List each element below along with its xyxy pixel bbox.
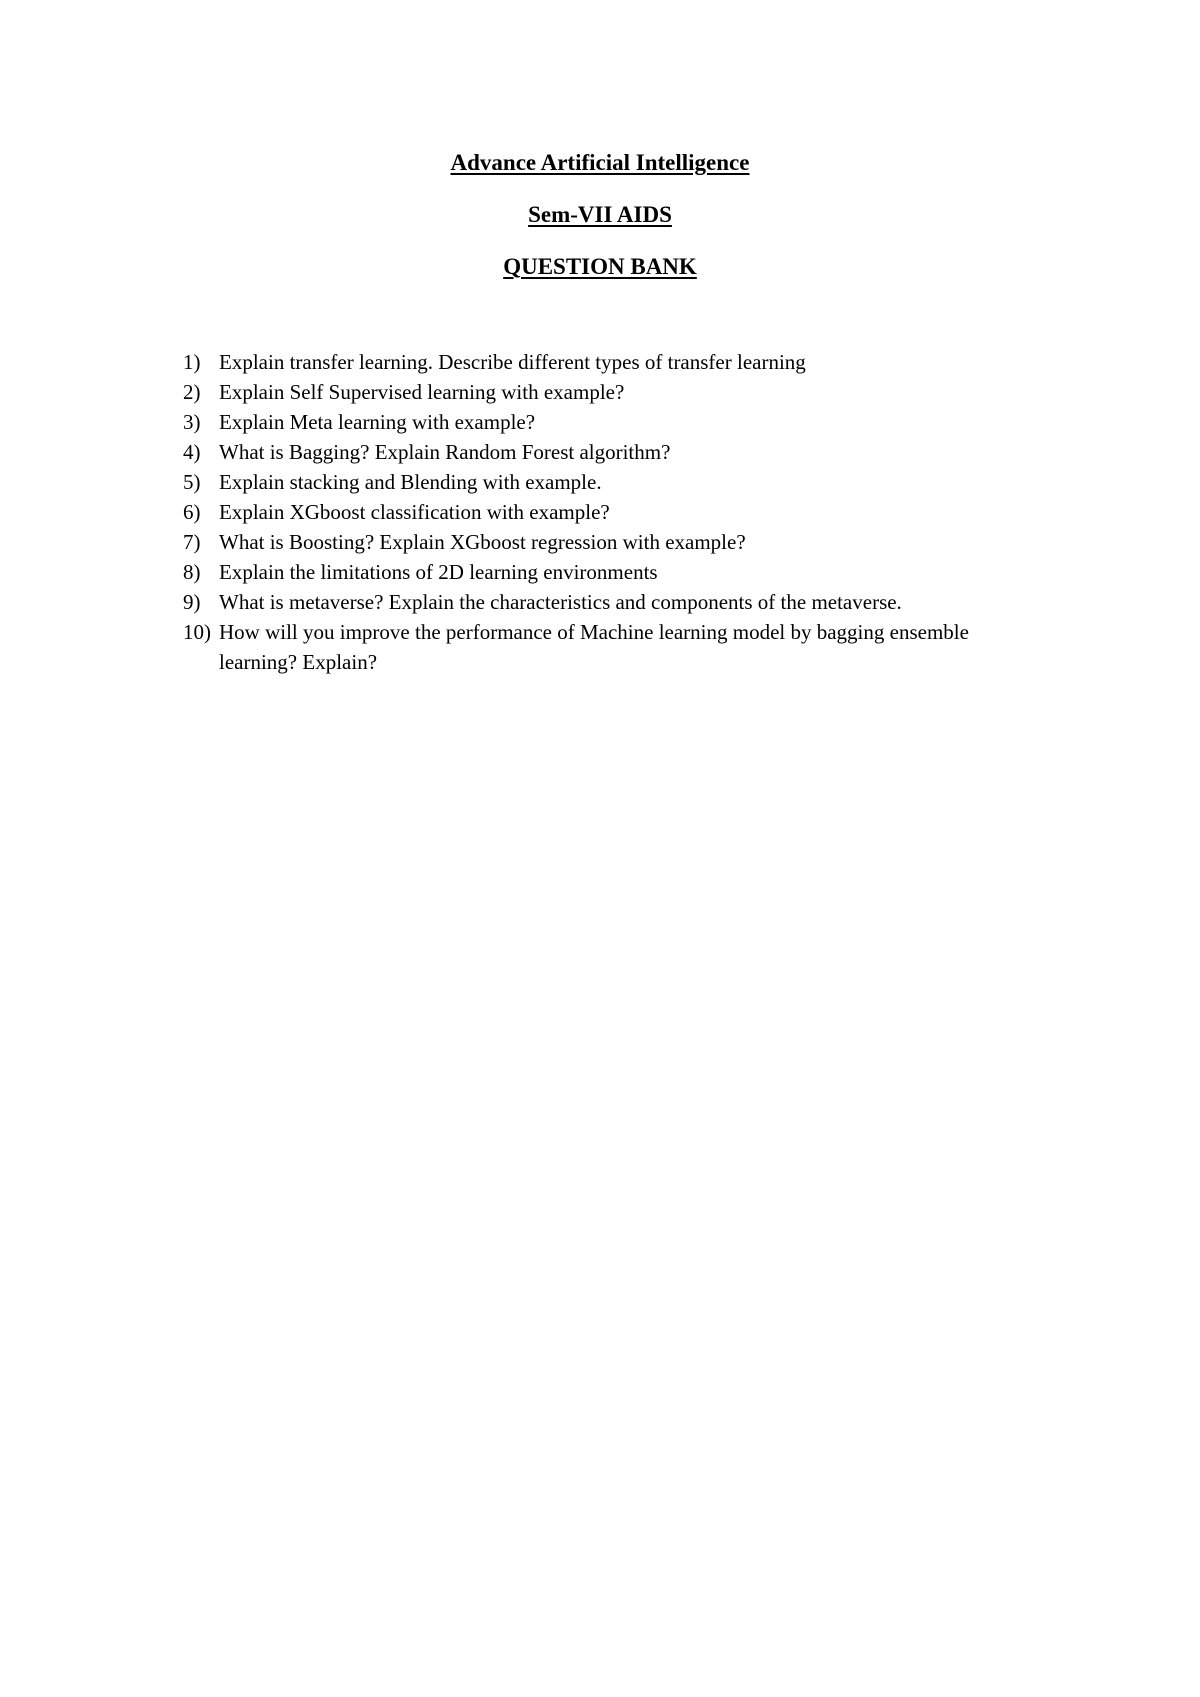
question-text: Explain XGboost classification with example? bbox=[219, 500, 610, 524]
question-number: 6) bbox=[183, 500, 201, 524]
question-item-5 bbox=[183, 467, 1043, 497]
question-text: Explain Self Supervised learning with example? bbox=[219, 380, 625, 404]
question-number: 8) bbox=[183, 560, 201, 584]
question-item-4 bbox=[183, 437, 1043, 467]
question-bank-heading: QUESTION BANK bbox=[503, 254, 697, 279]
question-number: 7) bbox=[183, 530, 201, 554]
question-text: Explain stacking and Blending with example. bbox=[219, 470, 602, 494]
question-text: How will you improve the performance of Machine learning model by bagging ensemble learning? Explain? bbox=[219, 620, 969, 674]
question-text: What is Bagging? Explain Random Forest algorithm? bbox=[219, 440, 671, 464]
question-text: Explain the limitations of 2D learning environments bbox=[219, 560, 658, 584]
question-item-10 bbox=[183, 617, 1043, 677]
question-text: What is metaverse? Explain the characteristics and components of the metaverse. bbox=[219, 590, 902, 614]
question-text: Explain transfer learning. Describe different types of transfer learning bbox=[219, 350, 806, 374]
question-number: 2) bbox=[183, 380, 201, 404]
question-text: What is Boosting? Explain XGboost regression with example? bbox=[219, 530, 746, 554]
question-item-2 bbox=[183, 377, 1043, 407]
question-number: 3) bbox=[183, 410, 201, 434]
question-number: 4) bbox=[183, 440, 201, 464]
question-number: 1) bbox=[183, 350, 201, 374]
question-list bbox=[183, 347, 1043, 677]
question-item-7 bbox=[183, 527, 1043, 557]
question-number: 10) bbox=[183, 620, 211, 644]
question-item-3 bbox=[183, 407, 1043, 437]
question-number: 5) bbox=[183, 470, 201, 494]
question-item-8 bbox=[183, 557, 1043, 587]
question-number: 9) bbox=[183, 590, 201, 614]
semester-heading: Sem-VII AIDS bbox=[528, 202, 672, 227]
question-text: Explain Meta learning with example? bbox=[219, 410, 536, 434]
question-item-1 bbox=[183, 347, 1043, 377]
question-item-6 bbox=[183, 497, 1043, 527]
document-title: Advance Artificial Intelligence bbox=[450, 150, 750, 175]
question-item-9 bbox=[183, 587, 1043, 617]
